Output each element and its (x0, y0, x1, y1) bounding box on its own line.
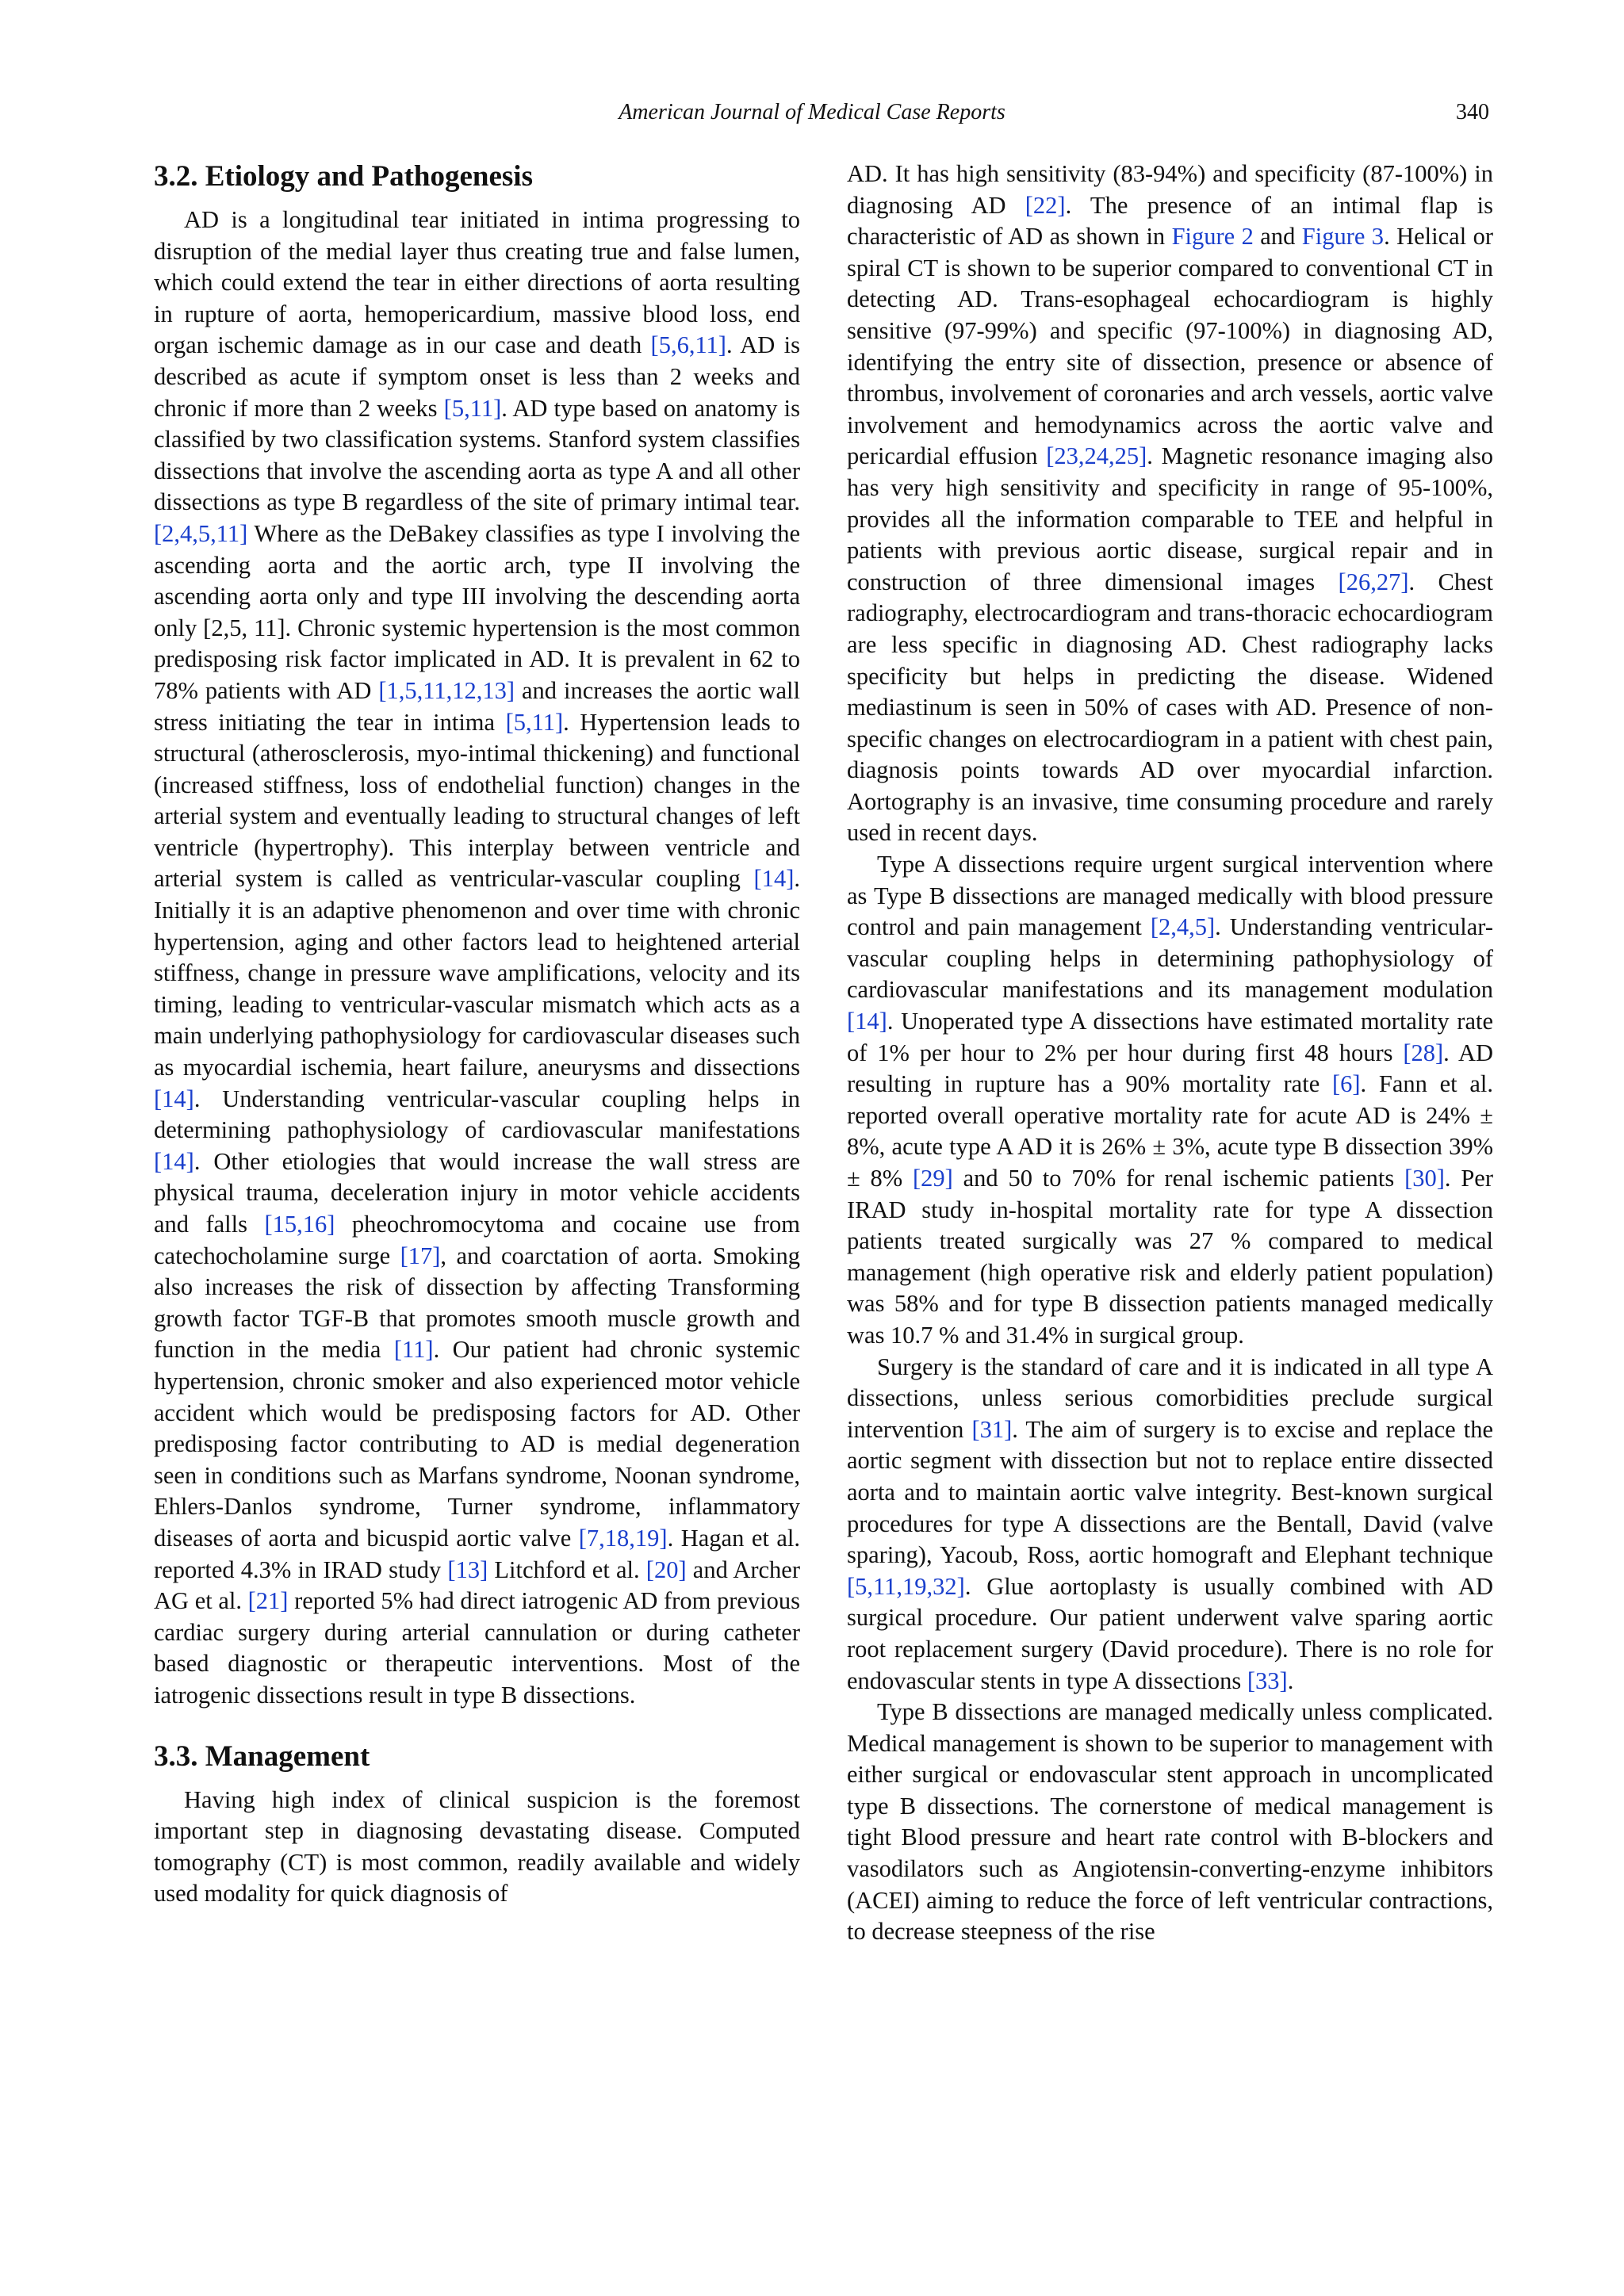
text-run: Type A dissections require urgent surgical intervention where as Type B dissections are managed medically with blood pressure control and pain management (847, 851, 1493, 941)
paragraph-mortality (847, 849, 1493, 1352)
citation-link[interactable]: [26,27] (1338, 568, 1409, 595)
text-run: . The presence of an intimal flap is characteristic of AD as shown in (847, 191, 1493, 251)
text-run: . Unoperated type A dissections have estimated mortality rate of 1% per hour to 2% per hour during first 48 hours (847, 1008, 1493, 1066)
citation-link[interactable]: [14] (753, 865, 795, 893)
running-head (0, 97, 1624, 128)
citation-link[interactable]: [17] (400, 1242, 441, 1269)
citation-link[interactable]: [33] (1247, 1667, 1288, 1694)
text-run: . AD is described as acute if symptom onset is less than 2 weeks and chronic if more than 2 weeks (154, 331, 800, 422)
text-run: and 50 to 70% for renal ischemic patients (952, 1165, 1405, 1192)
text-run: . AD type based on anatomy is classified by two classification systems. Stanford system classifies dissections that involve the ascending aorta as type A and all other dissections as type B regardless of the site of primary intimal tear. (154, 394, 800, 516)
paragraph-management-intro: Having high index of clinical suspicion is the foremost important step in diagnosing devastating disease. Computed tomography (CT) is most common, readily available and widely used modality for quick diagnosis of (154, 1785, 800, 1908)
citation-link[interactable]: [15,16] (264, 1211, 335, 1238)
citation-link[interactable]: [29] (913, 1165, 953, 1192)
text-run: AD is a longitudinal tear initiated in intima progressing to disruption of the medial layer thus creating true and false lumen, which could extend the tear in either directions of aorta resulting in rupture of aorta, hemopericardium, massive blood loss, end organ ischemic damage as in our case and death (154, 206, 800, 359)
section-heading-etiology: 3.2. Etiology and Pathogenesis (154, 160, 533, 193)
citation-link[interactable]: [2,4,5,11] (154, 519, 248, 547)
text-run: Where as the DeBakey classifies as type I involving the ascending aorta and the aortic arch, type II involving the ascending aorta only and type III involving the descending aorta only [2,5, 11]. Chronic systemic hypertension is the most common predisposing risk factor implicated in AD. It is prevalent in 62 to 78% patients with AD (154, 519, 800, 704)
left-column (154, 159, 800, 1910)
text-run: and Archer AG et al. (154, 1556, 801, 1615)
section-heading-management: 3.3. Management (154, 1739, 370, 1773)
right-column (847, 159, 1493, 1948)
text-run: . Our patient had chronic systemic hypertension, chronic smoker and also experienced motor vehicle accident which would be predisposing factors for AD. Other predisposing factor contributing to AD is medial degeneration seen in conditions such as Marfans syndrome, Noonan syndrome, Ehlers-Danlos syndrome, Turner syndrome, inflammatory diseases of aorta and bicuspid aortic valve (154, 1336, 800, 1552)
text-run: AD. It has high sensitivity (83-94%) and specificity (87-100%) in diagnosing AD (847, 160, 1493, 219)
text-run: . Other etiologies that would increase the wall stress are physical trauma, deceleration injury in motor vehicle accidents and falls (154, 1147, 800, 1238)
citation-link[interactable]: [5,11] (505, 708, 564, 736)
text-run: . (1287, 1667, 1294, 1694)
citation-link[interactable]: [6] (1331, 1070, 1361, 1098)
text-run: . Helical or spiral CT is shown to be superior compared to conventional CT in detecting AD. Trans-esophageal echocardiogram is highly sensitive (97-99%) and specific (97-100%) in diagnosing AD, identifying the entry site of dissection, presence or absence of thrombus, involvement of coronaries and arch vessels, aortic valve involvement and hemodynamics across the aortic valve and pericardial effusion (847, 223, 1493, 470)
figure-link[interactable]: Figure 3 (1301, 223, 1385, 251)
citation-link[interactable]: [5,11,19,32] (847, 1572, 965, 1600)
text-run: . Magnetic resonance imaging also has very high sensitivity and specificity in range of 95-100%, provides all the information comparable to TEE and helpful in patients with previous aortic disease, surgical repair and in construction of three dimensional images (847, 442, 1493, 595)
journal-title: American Journal of Medical Case Reports (619, 100, 1005, 124)
text-run: . Initially it is an adaptive phenomenon and over time with chronic hypertension, aging and other factors lead to heightened arterial stiffness, change in pressure wave amplifications, velocity and its timing, leading to ventricular-vascular mismatch which acts as a main underlying pathophysiology for cardiovascular diseases such as myocardial ischemia, heart failure, aneurysms and dissections (154, 865, 800, 1081)
text-run: . Hypertension leads to structural (atherosclerosis, myo-intimal thickening) and functional (increased stiffness, loss of endothelial function) changes in the arterial system and eventually leading to structural changes of left ventricle (hypertrophy). This interplay between ventricle and arterial system is called as ventricular-vascular coupling (154, 708, 801, 893)
citation-link[interactable]: [31] (971, 1415, 1013, 1443)
text-run: Litchford et al. (488, 1556, 646, 1583)
citation-link[interactable]: [21] (247, 1587, 289, 1615)
citation-link[interactable]: [30] (1404, 1165, 1445, 1192)
citation-link[interactable]: [20] (645, 1556, 687, 1583)
citation-link[interactable]: [11] (393, 1336, 434, 1364)
text-run: Surgery is the standard of care and it is indicated in all type A dissections, unless serious comorbidities preclude surgical intervention (847, 1353, 1493, 1443)
text-run: . The aim of surgery is to excise and replace the aortic segment with dissection but not to replace entire dissected aorta and to maintain aortic valve integrity. Best-known surgical procedures for type A dissections are the Bentall, David (valve sparing), Yacoub, Ross, aortic homograft and Elephant technique (847, 1415, 1493, 1569)
text-run: . AD resulting in rupture has a 90% mortality rate (847, 1039, 1493, 1098)
page-number: 340 (1456, 100, 1489, 124)
text-run: . Per IRAD study in-hospital mortality rate for type A dissection patients treated surgically was 27 % compared to medical management (high operative risk and elderly patient population) was 58% and for type B dissection patients managed medically was 10.7 % and 31.4% in surgical group. (847, 1165, 1493, 1349)
citation-link[interactable]: [1,5,11,12,13] (378, 676, 515, 704)
citation-link[interactable]: [5,6,11] (650, 331, 726, 359)
text-run: . Understanding ventricular-vascular coupling helps in determining pathophysiology of cardiovascular manifestations and its management modulation (847, 913, 1494, 1004)
text-run: reported 5% had direct iatrogenic AD from previous cardiac surgery during arterial cannulation or during catheter based diagnostic or therapeutic interventions. Most of the iatrogenic dissections result in type B dissections. (154, 1587, 800, 1709)
text-run: pheochromocytoma and cocaine use from catechocholamine surge (154, 1211, 800, 1269)
citation-link[interactable]: [7,18,19] (578, 1524, 668, 1552)
citation-link[interactable]: [28] (1403, 1039, 1444, 1066)
paragraph-imaging (847, 159, 1493, 849)
citation-link[interactable]: [23,24,25] (1046, 442, 1147, 470)
text-run: . Hagan et al. reported 4.3% in IRAD study (154, 1524, 800, 1583)
text-run: and increases the aortic wall stress initiating the tear in intima (154, 676, 800, 736)
text-run: . Glue aortoplasty is usually combined with AD surgical procedure. Our patient underwent valve sparing aortic root replacement surgery (David procedure). There is no role for endovascular stents in type A dissections (847, 1572, 1493, 1694)
citation-link[interactable]: [5,11] (443, 394, 502, 422)
text-run: and (1253, 223, 1302, 251)
paragraph-type-b: Type B dissections are managed medically unless complicated. Medical management is shown to be superior to management with either surgical or endovascular stent approach in uncomplicated type B dissections. The cornerstone of medical management is tight Blood pressure and heart rate control with B-blockers and vasodilators such as Angiotensin-converting-enzyme inhibitors (ACEI) aiming to reduce the force of left ventricular contractions, to decrease steepness of the rise (847, 1698, 1493, 1946)
citation-link[interactable]: [22] (1025, 191, 1066, 219)
text-run: . Chest radiography, electrocardiogram and trans-thoracic echocardiogram are less specific in diagnosing AD. Chest radiography lacks specificity but helps in predicting the disease. Widened mediastinum is seen in 50% of cases with AD. Presence of non-specific changes on electrocardiogram in a patient with chest pain, diagnosis points towards AD over myocardial infarction. Aortography is an invasive, time consuming procedure and rarely used in recent days. (847, 568, 1493, 847)
citation-link[interactable]: [14] (154, 1147, 194, 1175)
paragraph-etiology (154, 205, 800, 1712)
citation-link[interactable]: [14] (154, 1085, 194, 1112)
text-run: . Understanding ventricular-vascular coupling helps in determining pathophysiology of cardiovascular manifestations (154, 1085, 800, 1144)
citation-link[interactable]: [2,4,5] (1150, 913, 1216, 941)
paragraph-surgery (847, 1352, 1493, 1697)
citation-link[interactable]: [14] (847, 1008, 887, 1035)
figure-link[interactable]: Figure 2 (1171, 223, 1254, 251)
text-run: , and coarctation of aorta. Smoking also increases the risk of dissection by affecting Transforming growth factor TGF-B that promotes smooth muscle growth and function in the media (154, 1242, 800, 1364)
citation-link[interactable]: [13] (447, 1556, 488, 1583)
text-run: . Fann et al. reported overall operative mortality rate for acute AD is 24% ± 8%, acute type A AD it is 26% ± 3%, acute type B dissection 39% ± 8% (847, 1070, 1493, 1192)
